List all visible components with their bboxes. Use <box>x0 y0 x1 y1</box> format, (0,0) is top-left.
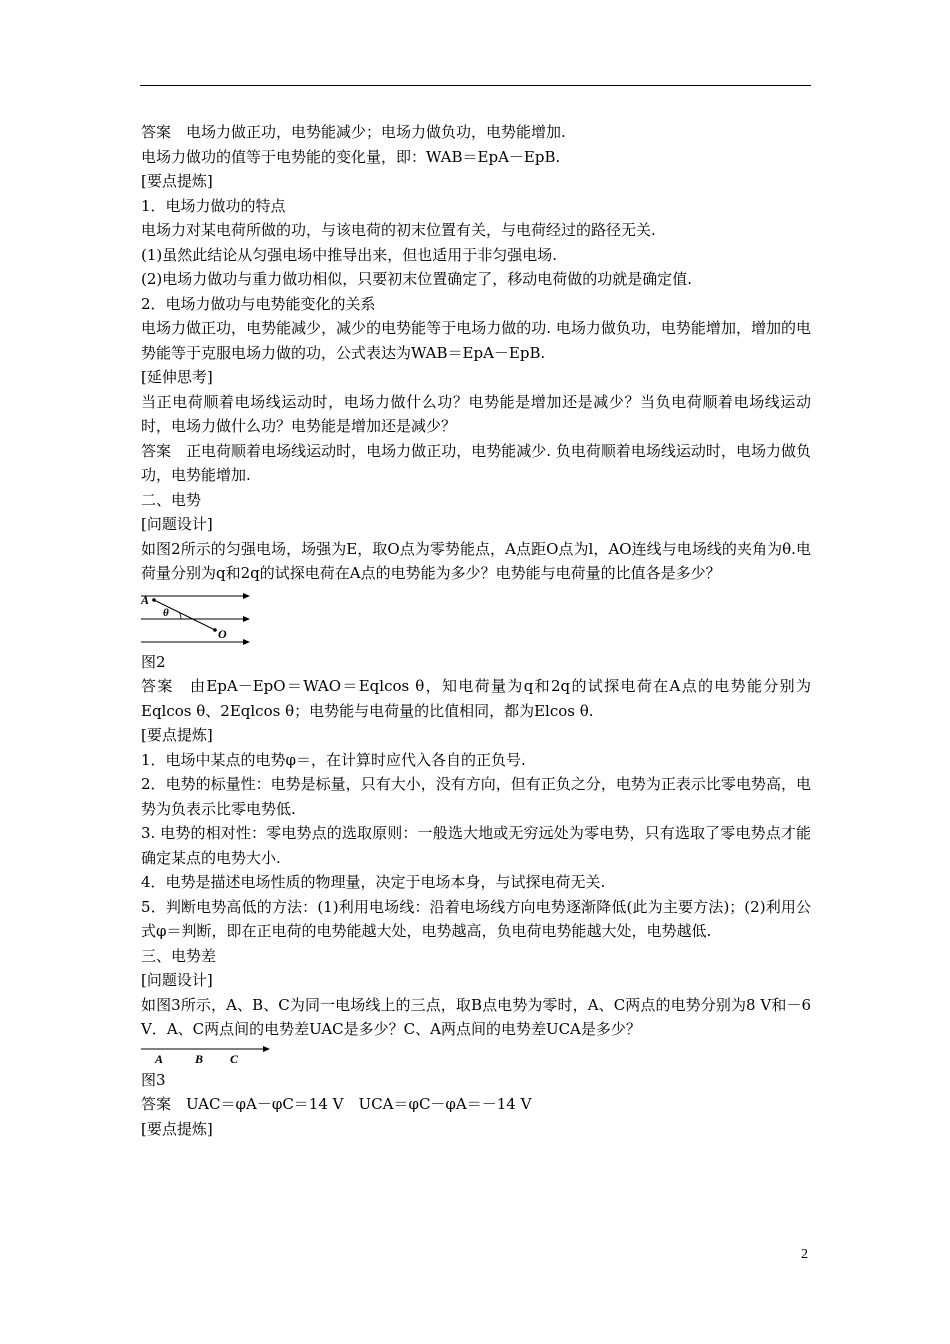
section-tag: [要点提炼] <box>141 726 213 744</box>
text-paragraph: 电场力做正功，电势能减少，减少的电势能等于电场力做的功. 电场力做负功，电势能增加，增加的电势能等于克服电场力做的功，公式表达为WAB＝EpA－EpB. <box>141 319 811 362</box>
label-b: B <box>195 1051 204 1066</box>
section-tag: [问题设计] <box>141 971 213 989</box>
point-o-dot <box>213 628 217 632</box>
figure-2-diagram <box>141 588 811 646</box>
section-heading: 三、电势差 <box>141 946 217 965</box>
page-number: 2 <box>801 1247 808 1262</box>
section-tag: [要点提炼] <box>141 172 213 190</box>
text-line: (2)电场力做功与重力做功相似，只要初末位置确定了，移动电荷做的功就是确定值. <box>141 270 693 288</box>
section-heading: 二、电势 <box>141 490 202 509</box>
section-tag: [延伸思考] <box>141 368 213 386</box>
figure-caption: 图3 <box>141 1070 166 1089</box>
label-c: C <box>230 1051 239 1066</box>
text-line: 电场力做功的值等于电势能的变化量，即：WAB＝EpA－EpB. <box>141 147 561 166</box>
answer-paragraph: 答案 电场力做正功，电势能减少；电场力做负功，电势能增加. <box>141 123 566 141</box>
answer-paragraph: 答案 正电荷顺着电场线运动时，电场力做正功，电势能减少. 负电荷顺着电场线运动时，电场力做负功，电势能增加. <box>141 441 811 484</box>
figure-caption: 图2 <box>141 652 166 671</box>
text-line: 4．电势是描述电场性质的物理量，决定于电场本身，与试探电荷无关. <box>141 873 606 891</box>
text-paragraph: 5．判断电势高低的方法：(1)利用电场线：沿着电场线方向电势逐渐降低(此为主要方法)；(2)利用公式φ＝判断，即在正电荷的电势能越大处，电势越高，负电荷电势能越大处，电势越低. <box>141 897 811 940</box>
point-a-dot <box>152 598 156 602</box>
text-paragraph: 2．电势的标量性：电势是标量，只有大小，没有方向，但有正负之分，电势为正表示比零电势高，电势为负表示比零电势低. <box>141 775 811 818</box>
header-rule <box>140 85 811 86</box>
answer-paragraph: 答案 UAC＝φA－φC＝14 V UCA＝φC－φA＝－14 V <box>141 1095 532 1113</box>
label-theta: θ <box>163 606 169 619</box>
section-tag: [问题设计] <box>141 515 213 533</box>
field-lines-diagram <box>141 588 261 646</box>
question-paragraph: 当正电荷顺着电场线运动时，电场力做什么功？电势能是增加还是减少？当负电荷顺着电场线运动时，电场力做什么功？电势能是增加还是减少？ <box>141 392 811 435</box>
label-a: A <box>155 1051 164 1066</box>
section-tag: [要点提炼] <box>141 1119 213 1138</box>
answer-paragraph: 答案 由EpA－EpO＝WAO＝Eqlcos θ，知电荷量为q和2q的试探电荷在A点的电势能分别为Eqlcos θ、2Eqlcos θ；电势能与电荷量的比值相同，都为Elcos θ. <box>141 677 811 720</box>
field-line-points-diagram <box>141 1044 276 1066</box>
list-heading: 2．电场力做功与电势能变化的关系 <box>141 294 376 313</box>
text-line: 1．电场中某点的电势φ＝，在计算时应代入各自的正负号. <box>141 750 526 769</box>
label-a: A <box>141 592 150 607</box>
list-heading: 1．电场力做功的特点 <box>141 196 286 215</box>
question-paragraph: 如图2所示的匀强电场，场强为E，取O点为零势能点，A点距O点为l，AO连线与电场线的夹角为θ.电荷量分别为q和2q的试探电荷在A点的电势能为多少？电势能与电荷量的比值各是多少？ <box>141 539 811 582</box>
text-line: (1)虽然此结论从匀强电场中推导出来，但也适用于非匀强电场. <box>141 245 558 264</box>
label-o: O <box>218 626 227 641</box>
figure-3-diagram <box>141 1044 811 1066</box>
text-paragraph: 3. 电势的相对性：零电势点的选取原则：一般选大地或无穷远处为零电势，只有选取了零电势点才能确定某点的电势大小. <box>141 824 811 867</box>
document-body <box>141 120 811 1141</box>
question-paragraph: 如图3所示，A、B、C为同一电场线上的三点，取B点电势为零时，A、C两点的电势分别为8 V和－6 V．A、C两点间的电势差UAC是多少？C、A两点间的电势差UCA是多少？ <box>141 995 811 1038</box>
text-line: 电场力对某电荷所做的功，与该电荷的初末位置有关，与电荷经过的路径无关. <box>141 221 656 239</box>
